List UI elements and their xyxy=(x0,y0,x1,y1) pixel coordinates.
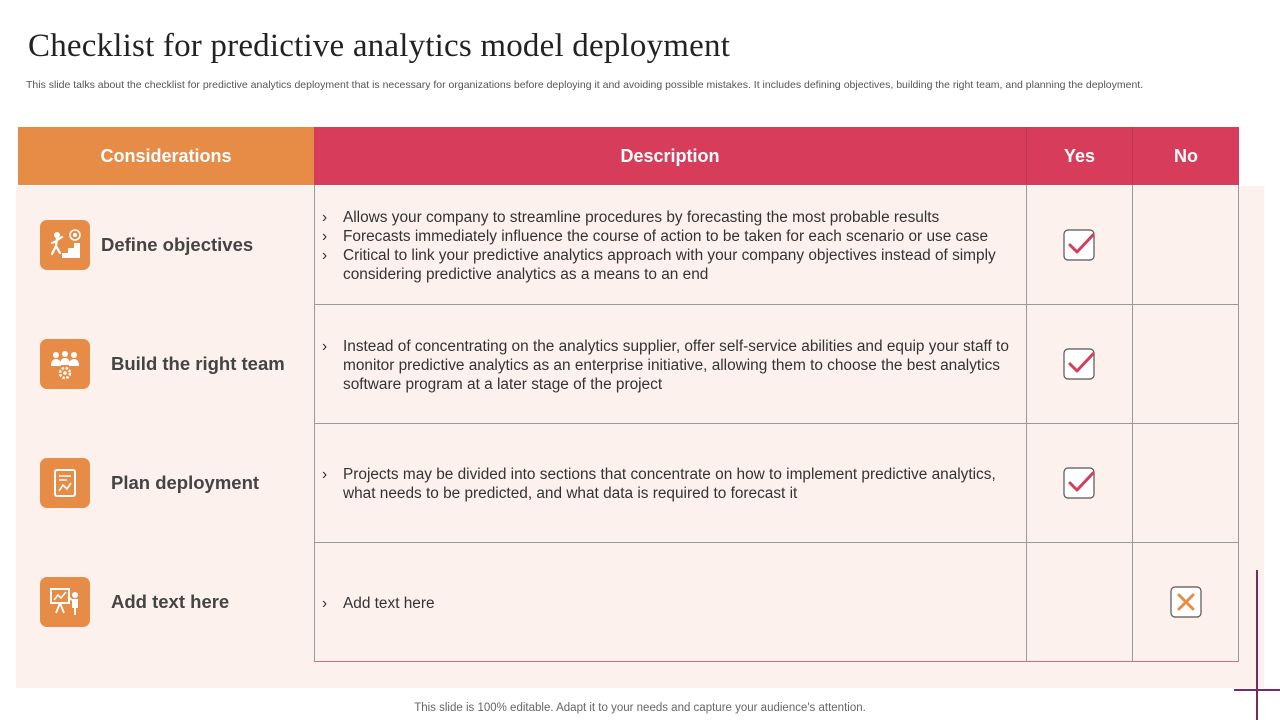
grid-divider xyxy=(314,542,1239,543)
consideration-define-objectives xyxy=(40,219,253,271)
consideration-plan-deployment xyxy=(40,457,259,509)
presentation-board-icon xyxy=(40,577,90,627)
checkmark-icon xyxy=(1063,229,1095,261)
grid-divider xyxy=(314,304,1239,305)
consideration-label: Plan deployment xyxy=(111,472,260,493)
page-subtitle: This slide talks about the checklist for predictive analytics deployment that is necessary for organizations before deploying it and avoiding possible mistakes. It includes defining objectives, building the right team, and planning the deployment. xyxy=(26,79,1144,91)
description-bullet: › Forecasts immediately influence the course of action to be taken for each scenario or use case xyxy=(322,227,1020,246)
consideration-label: Add text here xyxy=(111,591,230,612)
description-bullet: › Projects may be divided into sections that concentrate on how to implement predictive analytics, what needs to be predicted, and what data is required to forecast it xyxy=(322,465,1020,503)
consideration-label: Define objectives xyxy=(101,234,254,255)
grid-divider xyxy=(314,423,1239,424)
cross-icon xyxy=(1170,586,1202,618)
checkmark-icon xyxy=(1063,348,1095,380)
description-cell xyxy=(322,337,1020,394)
description-bullet: › Instead of concentrating on the analytics supplier, offer self-service abilities and equip your staff to monitor predictive analytics as an enterprise initiative, allowing them to choose the best analytics software program at a later stage of the project xyxy=(322,337,1020,394)
consideration-add-text xyxy=(40,576,229,628)
plan-document-icon xyxy=(40,458,90,508)
person-stairs-target-icon xyxy=(40,220,90,270)
description-bullet: › Add text here xyxy=(322,594,1020,613)
corner-decoration xyxy=(1256,570,1258,720)
description-cell xyxy=(322,465,1020,503)
header-considerations: Considerations xyxy=(18,127,314,185)
description-cell xyxy=(322,594,1020,613)
description-bullet: › Allows your company to streamline procedures by forecasting the most probable results xyxy=(322,208,1020,227)
header-description: Description xyxy=(314,127,1027,185)
description-bullet: › Critical to link your predictive analytics approach with your company objectives instead of simply considering predictive analytics as a means to an end xyxy=(322,246,1020,284)
header-yes: Yes xyxy=(1027,127,1133,185)
corner-decoration xyxy=(1234,689,1280,691)
page-title: Checklist for predictive analytics model deployment xyxy=(28,28,731,64)
header-no: No xyxy=(1133,127,1239,185)
footer-note: This slide is 100% editable. Adapt it to your needs and capture your audience's attention. xyxy=(414,702,866,714)
description-cell xyxy=(322,208,1020,284)
team-gear-icon xyxy=(40,339,90,389)
consideration-build-the-right-team xyxy=(40,338,285,390)
consideration-label: Build the right team xyxy=(111,353,285,374)
checkmark-icon xyxy=(1063,467,1095,499)
